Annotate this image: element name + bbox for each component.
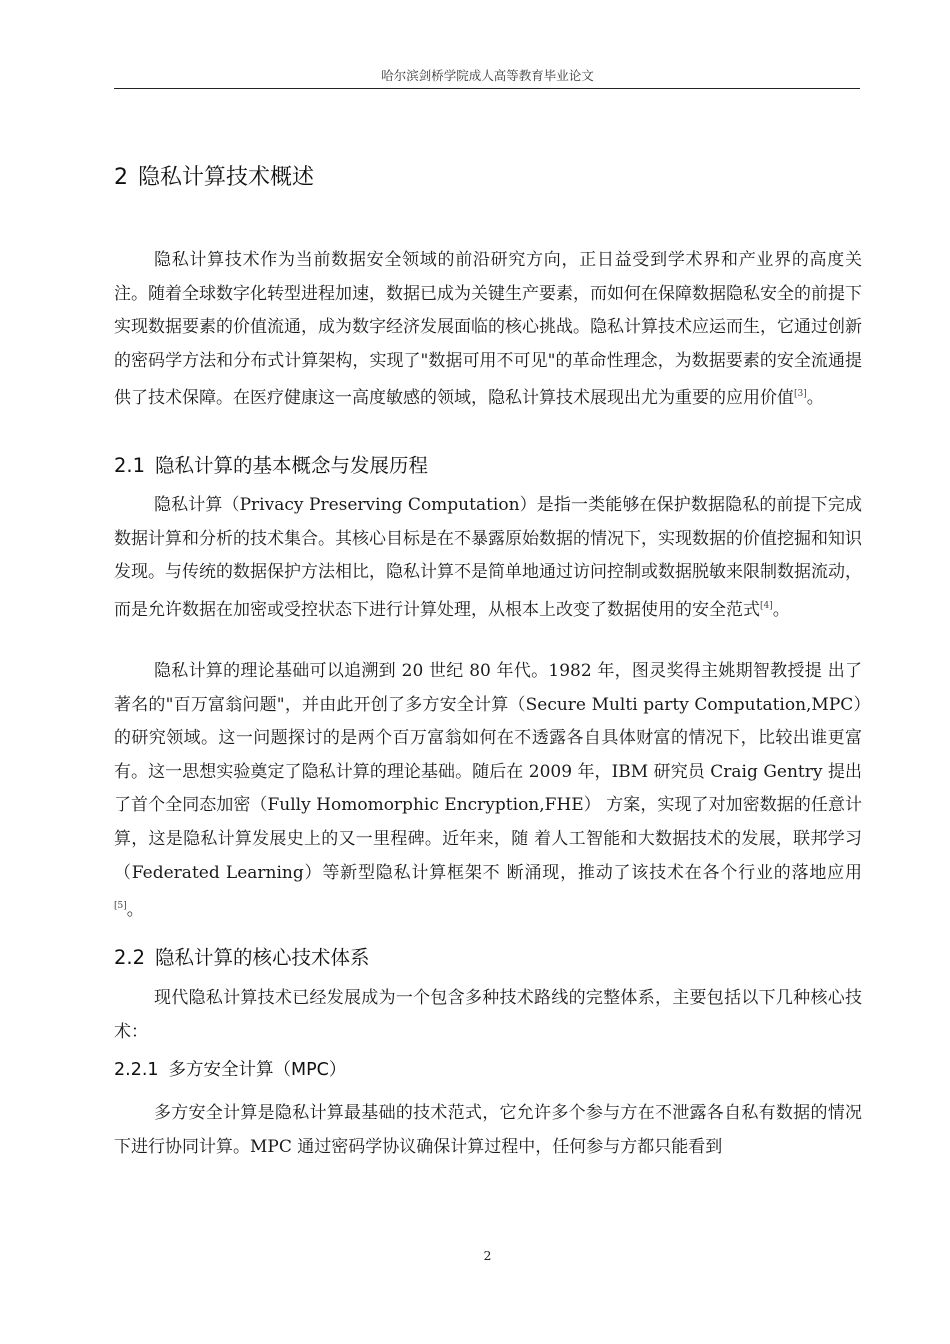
section-number: 2.2 — [114, 946, 146, 969]
paragraph-2-2 — [114, 982, 862, 1049]
paragraph-text: 隐私计算（Privacy Preserving Computation）是指一类能够在保护数据隐私的前提下完成数据计算和分析的技术集合。其核心目标是在不暴露原始数据的情况下，实现数据的价值挖掘和知识发现。与传统的数据保护方法相比，隐私计算不是简单地通过访问控制或数据脱敏来限制数据流动，而是允许数据在加密或受控状态下进行计算处理，从根本上改变了数据使用的安全范式 — [114, 495, 862, 620]
section-2-2-heading — [114, 942, 370, 970]
intro-paragraph — [114, 244, 862, 416]
section-2-heading — [114, 160, 314, 191]
section-number: 2.1 — [114, 454, 146, 477]
paragraph-2-2-1 — [114, 1097, 862, 1164]
running-header: 哈尔滨剑桥学院成人高等教育毕业论文 — [381, 68, 594, 83]
paragraph-2-1-a — [114, 489, 862, 627]
paragraph-end: 。 — [772, 599, 790, 620]
paragraph-text: 现代隐私计算技术已经发展成为一个包含多种技术路线的完整体系，主要包括以下几种核心技术： — [114, 988, 862, 1042]
section-2-2-1-heading — [114, 1056, 346, 1081]
section-number: 2.2.1 — [114, 1060, 159, 1080]
section-title: 隐私计算的核心技术体系 — [155, 946, 370, 969]
paragraph-2-1-b — [114, 655, 862, 928]
paragraph-text: 多方安全计算是隐私计算最基础的技术范式，它允许多个参与方在不泄露各自私有数据的情况下进行协同计算。MPC 通过密码学协议确保计算过程中，任何参与方都只能看到 — [114, 1103, 862, 1157]
header-rule — [114, 88, 860, 89]
paragraph-end: 。 — [126, 900, 144, 921]
paragraph-text: 隐私计算的理论基础可以追溯到 20 世纪 80 年代。1982 年，图灵奖得主姚期智教授提 出了著名的"百万富翁问题"，并由此开创了多方安全计算（Secure Multi party Computation,MPC）的研究领域。这一问题探讨的是两个百万富翁如何在不透露各自具体财富的情况下，比较出谁更富有。这一思想实验奠定了隐私计算的理论基础。随后在 2009 年，IBM 研究员 Craig Gentry 提出了首个全同态加密（Fully Homomorphic Encryption,FHE） 方案，实现了对加密数据的任意计算，这是隐私计算发展史上的又一里程碑。近年来，随 着人工智能和大数据技术的发展，联邦学习（Federated Learning）等新型隐私计算框架不 断涌现，推动了该技术在各个行业的落地应用 — [114, 661, 862, 883]
paragraph-text: 隐私计算技术作为当前数据安全领域的前沿研究方向，正日益受到学术界和产业界的高度关注。随着全球数字化转型进程加速，数据已成为关键生产要素，而如何在保障数据隐私安全的前提下实现数据要素的价值流通，成为数字经济发展面临的核心挑战。隐私计算技术应运而生，它通过创新的密码学方法和分布式计算架构，实现了"数据可用不可见"的革命性理念，为数据要素的安全流通提供了技术保障。在医疗健康这一高度敏感的领域，隐私计算技术展现出尤为重要的应用价值 — [114, 250, 862, 409]
paragraph-end: 。 — [806, 388, 824, 409]
section-2-1-heading — [114, 450, 428, 478]
citation-ref[interactable]: [3] — [794, 389, 807, 400]
section-title: 隐私计算的基本概念与发展历程 — [155, 454, 429, 477]
section-number: 2 — [114, 165, 128, 190]
citation-ref[interactable]: [4] — [760, 600, 773, 611]
section-title: 隐私计算技术概述 — [138, 165, 315, 190]
section-title: 多方安全计算（MPC） — [168, 1060, 347, 1080]
page-number: 2 — [483, 1248, 492, 1263]
citation-ref[interactable]: [5] — [114, 901, 127, 912]
